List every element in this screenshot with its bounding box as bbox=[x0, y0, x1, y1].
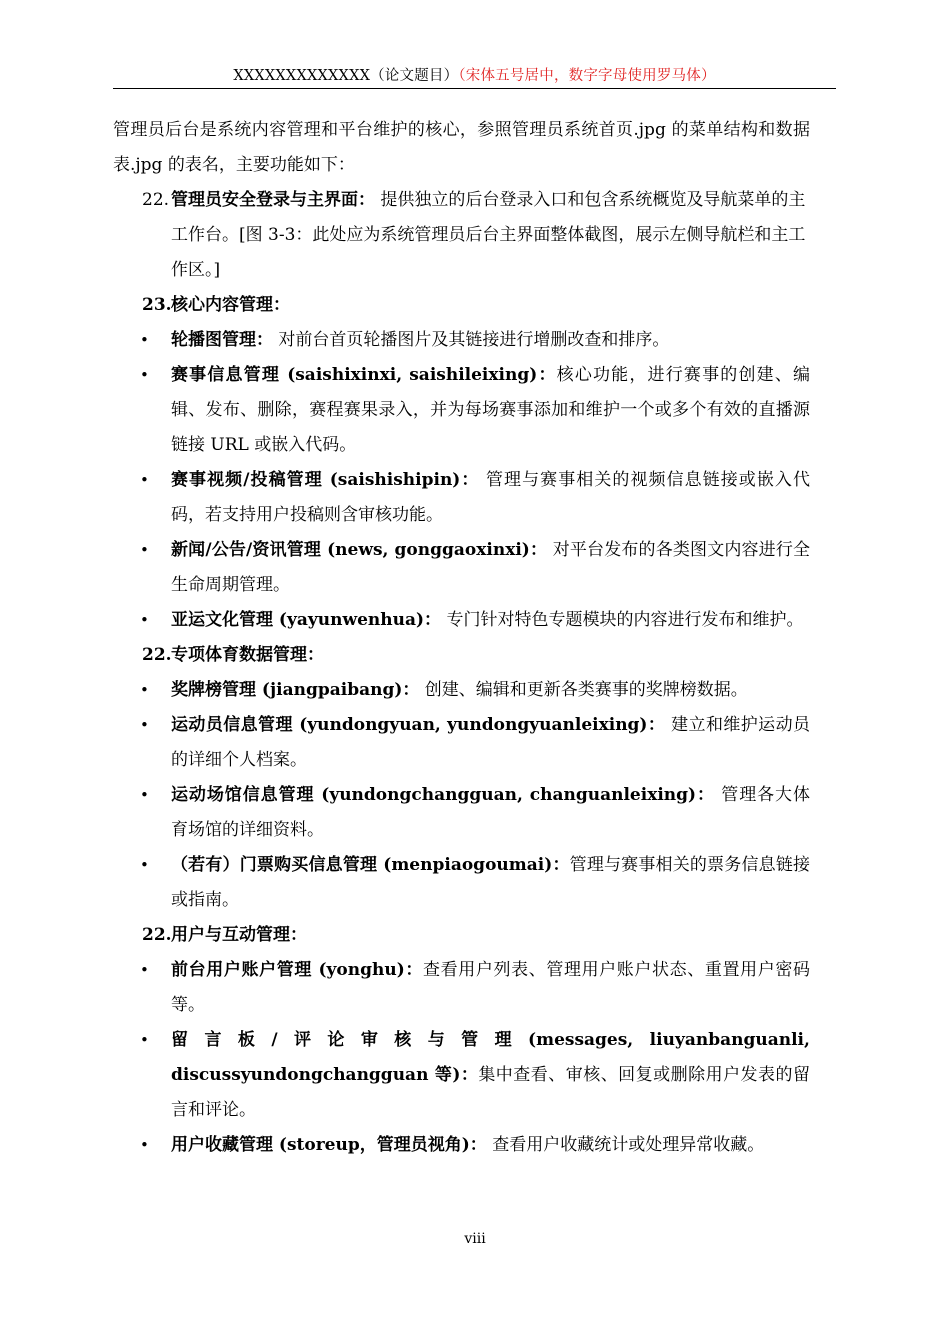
section-sports-data bbox=[113, 638, 810, 673]
item-text: 查看用户收藏统计或处理异常收藏。 bbox=[486, 1135, 765, 1155]
running-header bbox=[113, 66, 836, 89]
label-char: 言 bbox=[204, 1030, 222, 1050]
item-label: 轮播图管理： bbox=[171, 330, 273, 350]
label-word: liuyanbanguanli, bbox=[649, 1030, 810, 1050]
section-number: 22. bbox=[142, 925, 172, 945]
label-char: 理 bbox=[494, 1030, 512, 1050]
bullet-icon: • bbox=[140, 471, 149, 489]
bullet-icon: • bbox=[140, 786, 149, 804]
bullet-icon: • bbox=[140, 331, 149, 349]
list-item bbox=[113, 533, 810, 603]
bullet-icon: • bbox=[140, 716, 149, 734]
document-body bbox=[113, 113, 810, 1163]
item-text: 核心功能，进行赛事的创建、编辑、发布、删除，赛程赛果录入，并为每场赛事添加和维护一个或多个有效的直播源链接 URL 或嵌入代码。 bbox=[171, 365, 810, 455]
bullet-icon: • bbox=[140, 366, 149, 384]
list-item bbox=[113, 673, 810, 708]
item-label: （若有）门票购买信息管理 (menpiaogoumai)： bbox=[171, 855, 570, 875]
section-user-interaction bbox=[113, 918, 810, 953]
label-char: / bbox=[271, 1030, 278, 1050]
bullet-icon: • bbox=[140, 681, 149, 699]
item-text: 创建、编辑和更新各类赛事的奖牌榜数据。 bbox=[419, 680, 748, 700]
item-label: 奖牌榜管理 (jiangpaibang)： bbox=[171, 680, 420, 700]
list-item bbox=[113, 323, 810, 358]
item-text: 对前台首页轮播图片及其链接进行增删改查和排序。 bbox=[273, 330, 670, 350]
label-char: 留 bbox=[171, 1030, 188, 1050]
label-char: 板 bbox=[237, 1030, 255, 1050]
item-label: 运动场馆信息管理 (yundongchangguan, changuanleixing)： bbox=[171, 785, 715, 805]
item-text: 管理与赛事相关的票务信息链接或指南。 bbox=[171, 855, 810, 910]
item-label: 赛事视频/投稿管理 (saishishipin)： bbox=[171, 470, 480, 490]
label-char: 与 bbox=[427, 1030, 445, 1050]
bullet-icon: • bbox=[140, 856, 149, 874]
item-text: 专门针对特色专题模块的内容进行发布和维护。 bbox=[441, 610, 804, 630]
section-title: 用户与互动管理： bbox=[171, 925, 307, 945]
bullet-icon: • bbox=[140, 541, 149, 559]
item-label: 新闻/公告/资讯管理 (news, gonggaoxinxi)： bbox=[171, 540, 548, 560]
list-item bbox=[113, 358, 810, 463]
item-text: 管理各大体育场馆的详细资料。 bbox=[171, 785, 810, 840]
section-text: 提供独立的后台登录入口和包含系统概览及导航菜单的主工作台。[图 3-3：此处应为系统管理员后台主界面整体截图，展示左侧导航栏和主工作区。] bbox=[171, 190, 806, 280]
section-number: 22. bbox=[142, 190, 170, 210]
section-number: 23. bbox=[142, 295, 172, 315]
item-text: 建立和维护运动员的详细个人档案。 bbox=[171, 715, 811, 770]
bullet-icon: • bbox=[140, 611, 149, 629]
section-number: 22. bbox=[142, 645, 172, 665]
item-label: 赛事信息管理 (saishixinxi, saishileixing)： bbox=[171, 365, 557, 385]
label-char: 评 bbox=[293, 1030, 311, 1050]
list-item bbox=[113, 778, 810, 848]
item-label: 前台用户账户管理 (yonghu)： bbox=[171, 960, 423, 980]
intro-paragraph: 管理员后台是系统内容管理和平台维护的核心，参照管理员系统首页.jpg 的菜单结构和数据表.jpg 的表名，主要功能如下： bbox=[113, 120, 810, 175]
label-char: 审 bbox=[360, 1030, 378, 1050]
list-item bbox=[113, 1128, 810, 1163]
label-char: 管 bbox=[461, 1030, 479, 1050]
item-label-spread-line bbox=[171, 1023, 810, 1058]
list-item bbox=[113, 848, 810, 918]
page-number: viii bbox=[464, 1231, 486, 1247]
item-label: 用户收藏管理 (storeup，管理员视角)： bbox=[171, 1135, 487, 1155]
item-continuation bbox=[171, 1058, 810, 1128]
list-item bbox=[113, 1023, 810, 1128]
item-text: 对平台发布的各类图文内容进行全生命周期管理。 bbox=[171, 540, 810, 595]
item-label: discussyundongchangguan 等)： bbox=[171, 1065, 479, 1085]
section-title: 管理员安全登录与主界面： bbox=[171, 190, 375, 210]
item-text: 管理与赛事相关的视频信息链接或嵌入代码，若支持用户投稿则含审核功能。 bbox=[171, 470, 810, 525]
label-char: 核 bbox=[394, 1030, 412, 1050]
label-char: 论 bbox=[327, 1030, 345, 1050]
section-core-content bbox=[113, 288, 810, 323]
list-item bbox=[113, 603, 810, 638]
list-item bbox=[113, 953, 810, 1023]
bullet-icon: • bbox=[140, 1031, 149, 1049]
bullet-icon: • bbox=[140, 1136, 149, 1154]
section-title: 核心内容管理： bbox=[171, 295, 290, 315]
item-label: 运动员信息管理 (yundongyuan, yundongyuanleixing)： bbox=[171, 715, 666, 735]
bullet-icon: • bbox=[140, 961, 149, 979]
item-text: 集中查看、审核、回复或删除用户发表的留言和评论。 bbox=[171, 1065, 810, 1120]
section-title: 专项体育数据管理： bbox=[171, 645, 324, 665]
list-item bbox=[113, 463, 810, 533]
item-text: 查看用户列表、管理用户账户状态、重置用户密码等。 bbox=[171, 960, 810, 1015]
item-label: 亚运文化管理 (yayunwenhua)： bbox=[171, 610, 442, 630]
list-item bbox=[113, 708, 810, 778]
section-login bbox=[113, 183, 810, 288]
header-note: （宋体五号居中，数字字母使用罗马体） bbox=[458, 68, 716, 84]
header-title: XXXXXXXXXXXXX（论文题目） bbox=[233, 68, 459, 84]
label-word: (messages, bbox=[528, 1030, 634, 1050]
